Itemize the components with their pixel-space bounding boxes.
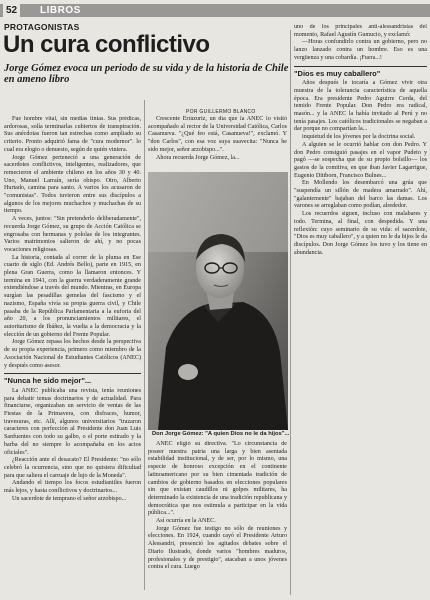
paragraph: Años después le tocaría a Gómez vivir otra muestra de la tolerancia característica de aquella época. Era presidente Pedro Aguirre Cerda, del temido Frente Popular. Don Pedro era radical, masón... y la ANEC la había invitado al Perú y no tenía pasajes. Los católicos tradicionales se negaban a dar porque no compartían la... [294,80,427,133]
paragraph: Un sacerdote de temprano el señor arzobispo... [12,495,127,502]
paragraph: A alguien se le ocurrió hablar con don Pedro. Y don Pedro consiguió pasajes en el vapor Pudeto y pagó —se sospecha que de su propio bolsillo— los gastos de la comitiva, en que iban Javier Lagarrigue, Eugenio Dittborn, Francisco Bulnes... [294,141,427,179]
paragraph: ¿Reacción ante el desacato? El Presidente: "no sólo celebró la ocurrencia, sino que no quisiera dificultad para que saliera el carruaje de lujo de la Moneda". [4,457,141,479]
paragraph: Así ocurría en la ANEC. [156,518,216,525]
column-divider [144,100,145,590]
column-1 [4,116,141,598]
subheading: "Dios es muy caballero" [294,66,427,78]
page-number: 52 [3,4,20,17]
column-2-top [148,116,287,171]
article-headline: Un cura conflictivo [3,31,210,58]
photo-caption: Don Jorge Gómez: "A quien Dios no le da hijos"... [152,431,290,437]
paragraph: En Mollendo los desembarcó una grúa que "suspendía un sillón de madera amarrado". Ahí, "galantemente" bajaban del barco las damas. Los varones se arreglaban como podían, alrededor. [294,180,427,210]
portrait-photo [148,172,288,430]
paragraph: La ANEC publicaba una revista, tenía reuniones para debatir temas doctrinarios y de actualidad. Para financiarse, organizaban un servicio de ventas de las Fiestas de la Primavera, con disfraces, humor, travesuras, etc. Allí, algunos universitarios "trazaron caracteres con perfección al Presidente don Juan Luis Sanfuentes con todo su galbo, o el porte estirado y la barba del no siempre lo acompañaba en los actos oficiales". [4,387,141,456]
paragraph: Fue hombre vital, sin medias tintas. Sus prédicas, ardorosas, solía terminarlas cubiertos de transpiración. Sus anécdotas fueron tan estrechas como ampliado su criterio. Pronto adquirió fama de "cura modernor". lo cual era elogio o denuesto, según de quién viniera. [4,116,141,153]
column-3 [294,24,427,598]
section-label: LIBROS [40,5,81,16]
paragraph: Los recuerdos siguen, incluso con malabares y todo. Termina, al final, con despedida. Y una reflexión: cuyo seminario de su vida: el sacerdote, "Dios es muy caballero", y a quien no le da hijos le da discípulos. Don Jorge Gómez los tuvo y los tiene en abundancia. [294,211,427,256]
paragraph: Andando el tiempo los focos estudiantiles fueron más lejos, y hasta conflictivos y doctrinarios... [4,480,141,495]
column-2-bottom [148,441,287,598]
paragraph: Jorge Gómez perteneció a una generación de sacerdotes conflictivos, inteligentes, realizadores, que remecieron el ambiente chileno en los años 30 y 40. Uno, Manuel Larraín, sería obispo. Otro, Alberto Hurtado, camina para santo. A varios los acusaron de "comunistas". Todos tuvieron entre sus discípulos a algunos de los mejores muchachos y muchachas de su tiempo. [4,154,141,215]
article-byline: POR GUILLERMO BLANCO [186,109,256,115]
paragraph: ANEC eligió su directiva. "Lo circunstancia de poseer nuestra patria una larga y bien asentada estabilidad institucional, y de ser, por lo mismo, una especie de honroso excepción en el continente latinoamericano por su bien cimentada tradición de cambios de gobierno basados en elecciones populares sin que existan caudillos ni golpes militares, ha determinado la existencia de una tradición republicana y democrática que nos estimula a participar en la vida pública...". [148,441,287,517]
portrait-photo-image [148,172,288,430]
paragraph: inquietud de los jóvenes por la doctrina social. [302,134,416,141]
paragraph: —Horas confundirlo contra un gobierno, pero no lanzo lanzado contra un hombre. Eso es una vergüenza y una cobardía. ¡Fuera...! [294,39,427,61]
paragraph: uno de los principales anti-alessandristas del momento, Rafael Agustín Gumucio, y exclamó: [294,24,427,38]
article-deck: Jorge Gómez evoca un periodo de su vida y de la historia de Chile en ameno libro [4,63,289,85]
paragraph: A veces, juntos: "Sin pretenderlo deliberadamente", recuerda Jorge Gómez, su grupo de Acción Católica se engrosaba con hermanas y pololas de los integrantes. Varios matrimonios salieron de ahí, y no pocas vocaciones religiosas. [4,216,141,253]
paragraph: Jorge Gómez repasa los hechos desde la perspectiva de su propia experiencia, primero como miembro de la Asociación Nacional de Estudiantes Católicos (ANEC) y después como asesor. [4,339,141,369]
paragraph: La historia, contada al correr de la pluma en Ese cuarto de siglo (Ed. Andrés Bello), parte en 1915, en plena Gran Guerra, como la llamaron entonces. Y termina en 1941, con la guerra verdaderamente grande extendiéndose a través del mundo. Mientras, en Europa surgían las pesadillas gemelas del fascismo y el nazismo, España vivía su propia guerra civil, y Chile pasaba de la República Parlamentaria a la euforia del año 20, a los pronunciamientos militares, el autoritarismo de Ibáñez, la vuelta a la democracia y la elección de un gobierno del Frente Popular. [4,254,141,338]
paragraph: Crescente Errázuriz, un día que la ANEC lo visitó acompañado al rector de la Universidad Católica, Carlos Casanueva. "¿Qué feo está, Casanueva!", exclamó. Y "don Carlos", con esa voz suya suavecita: "Nunca he sido mejor, señor arzobispo...". [148,116,287,153]
article-kicker: PROTAGONISTAS [4,22,80,32]
column-divider [290,30,291,595]
paragraph: Jorge Gómez fue testigo no sólo de reuniones y elecciones. En 1924, cuando cayó el Presidente Arturo Alessandri, presenció los agitados debates sobre el Diario Ilustrado, donde varios "hombres maduros, profesionales y de prestigio", atacaban a unos jóvenes contra el cura. Luego [148,525,287,571]
subheading: "Nunca he sido mejor"... [4,373,141,385]
paragraph: Ahora recuerda Jorge Gómez, la... [156,154,240,161]
